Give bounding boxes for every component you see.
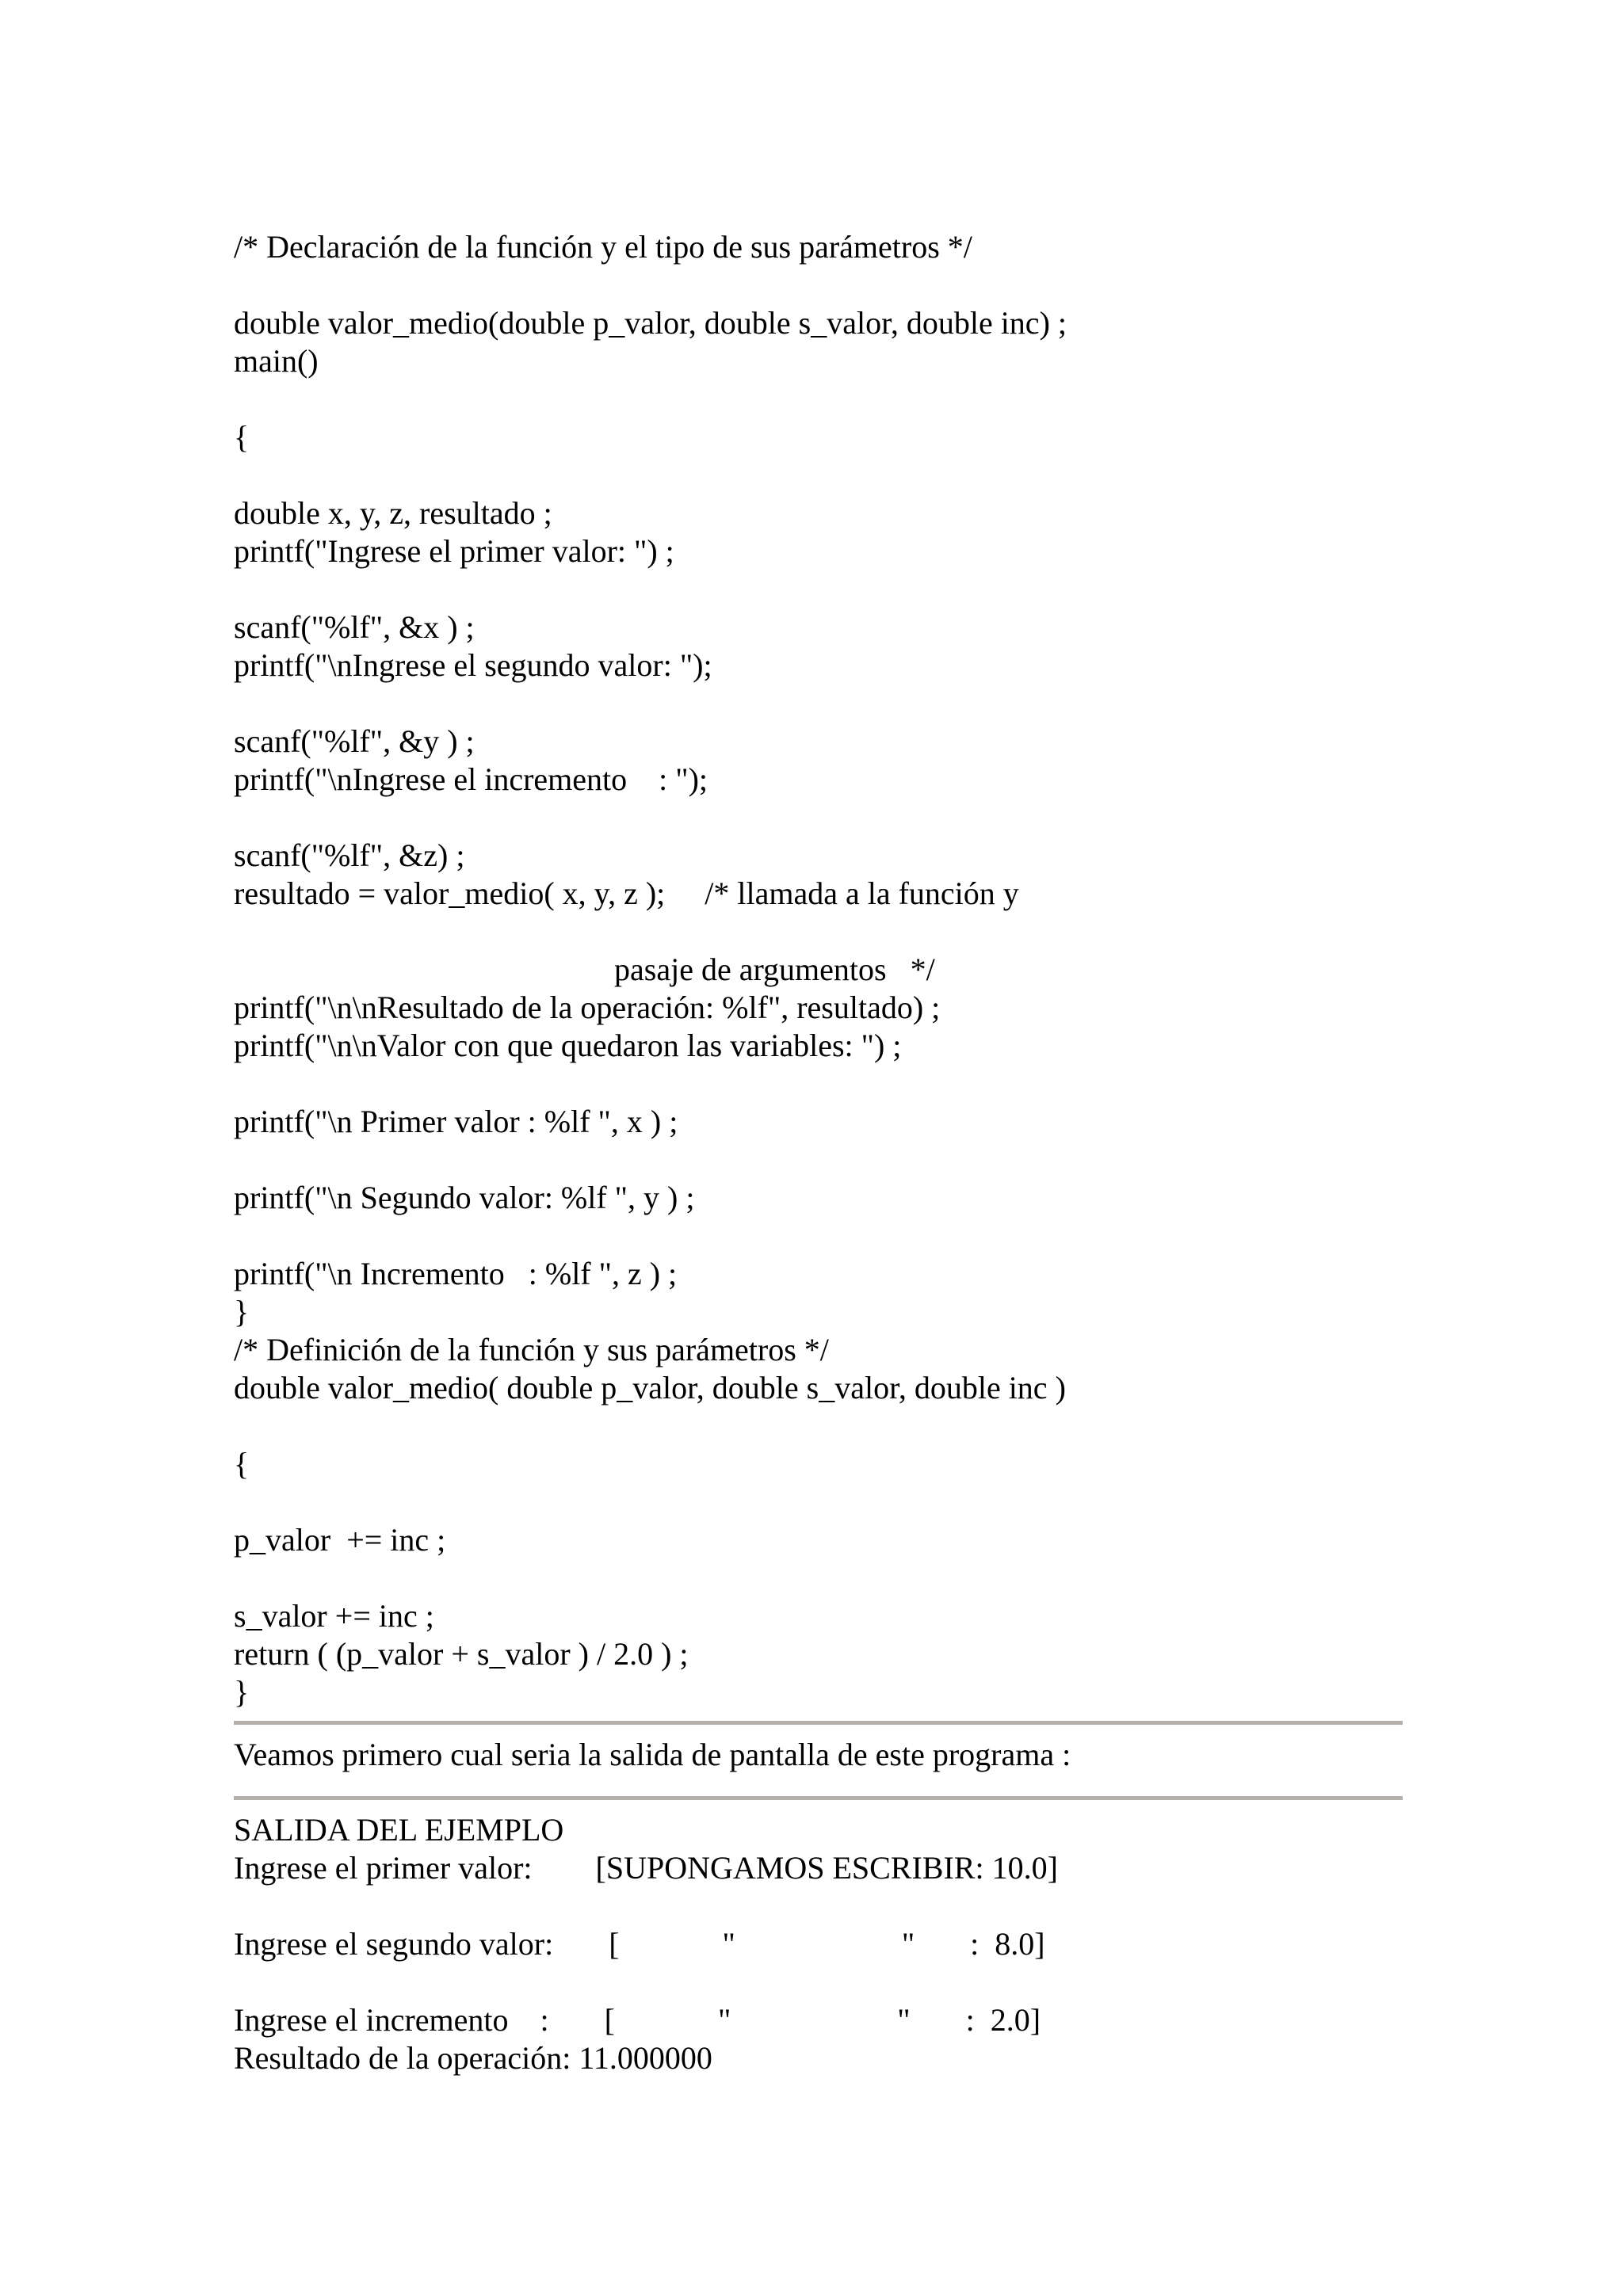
spacer — [234, 380, 1407, 418]
code-comment-declaration: /* Declaración de la función y el tipo de sus parámetros */ — [234, 229, 972, 265]
code-printf-x: printf("\n Primer valor : %lf ", x ) ; — [234, 1104, 678, 1139]
code-open-brace: { — [234, 419, 250, 455]
spacer — [234, 799, 1407, 837]
output-line-increment: Ingrese el incremento : [ " " : 2.0] — [234, 2002, 1041, 2038]
spacer — [234, 1559, 1407, 1597]
code-close-brace-2: } — [234, 1674, 250, 1710]
code-printf-increment: printf("\nIngrese el incremento : "); — [234, 761, 708, 797]
spacer — [234, 1217, 1407, 1255]
code-function-prototype: double valor_medio(double p_valor, double s_valor, double inc) ; — [234, 305, 1067, 341]
code-call-function: resultado = valor_medio( x, y, z ); /* llamada a la función y — [234, 875, 1019, 911]
horizontal-rule — [234, 1796, 1403, 1800]
spacer — [234, 570, 1407, 608]
code-printf-result: printf("\n\nResultado de la operación: %lf", resultado) ; — [234, 990, 941, 1025]
code-comment-continuation: pasaje de argumentos */ — [234, 952, 935, 987]
spacer — [234, 266, 1407, 304]
code-close-brace: } — [234, 1294, 250, 1329]
code-printf-z: printf("\n Incremento : %lf ", z ) ; — [234, 1256, 678, 1291]
spacer — [234, 685, 1407, 723]
spacer — [234, 1963, 1407, 2001]
code-printf-values: printf("\n\nValor con que quedaron las variables: ") ; — [234, 1028, 902, 1063]
spacer — [234, 1483, 1407, 1521]
code-scanf-y: scanf("%lf", &y ) ; — [234, 723, 475, 759]
code-function-definition: double valor_medio( double p_valor, double s_valor, double inc ) — [234, 1370, 1066, 1405]
output-line-second: Ingrese el segundo valor: [ " " : 8.0] — [234, 1926, 1045, 1962]
horizontal-rule — [234, 1721, 1403, 1725]
output-line-first: Ingrese el primer valor: [SUPONGAMOS ESCRIBIR: 10.0] — [234, 1850, 1058, 1886]
output-title: SALIDA DEL EJEMPLO — [234, 1812, 564, 1848]
spacer — [234, 1141, 1407, 1179]
code-increment-p: p_valor += inc ; — [234, 1522, 446, 1558]
code-scanf-z: scanf("%lf", &z) ; — [234, 837, 465, 873]
intro-text: Veamos primero cual seria la salida de pantalla de este programa : — [234, 1737, 1071, 1772]
spacer — [234, 1065, 1407, 1103]
code-printf-second: printf("\nIngrese el segundo valor: "); — [234, 647, 712, 683]
code-comment-definition: /* Definición de la función y sus parámetros */ — [234, 1332, 829, 1367]
code-printf-first: printf("Ingrese el primer valor: ") ; — [234, 533, 674, 569]
code-return: return ( (p_valor + s_valor ) / 2.0 ) ; — [234, 1636, 689, 1672]
spacer — [234, 1407, 1407, 1445]
code-printf-y: printf("\n Segundo valor: %lf ", y ) ; — [234, 1180, 695, 1215]
code-increment-s: s_valor += inc ; — [234, 1598, 434, 1634]
output-line-result: Resultado de la operación: 11.000000 — [234, 2040, 712, 2076]
spacer — [234, 456, 1407, 494]
spacer — [234, 1887, 1407, 1925]
code-scanf-x: scanf("%lf", &x ) ; — [234, 609, 475, 645]
document-page — [234, 228, 1407, 2077]
code-open-brace-2: { — [234, 1446, 250, 1482]
code-declare-vars: double x, y, z, resultado ; — [234, 495, 552, 531]
code-main: main() — [234, 343, 319, 379]
spacer — [234, 913, 1407, 951]
